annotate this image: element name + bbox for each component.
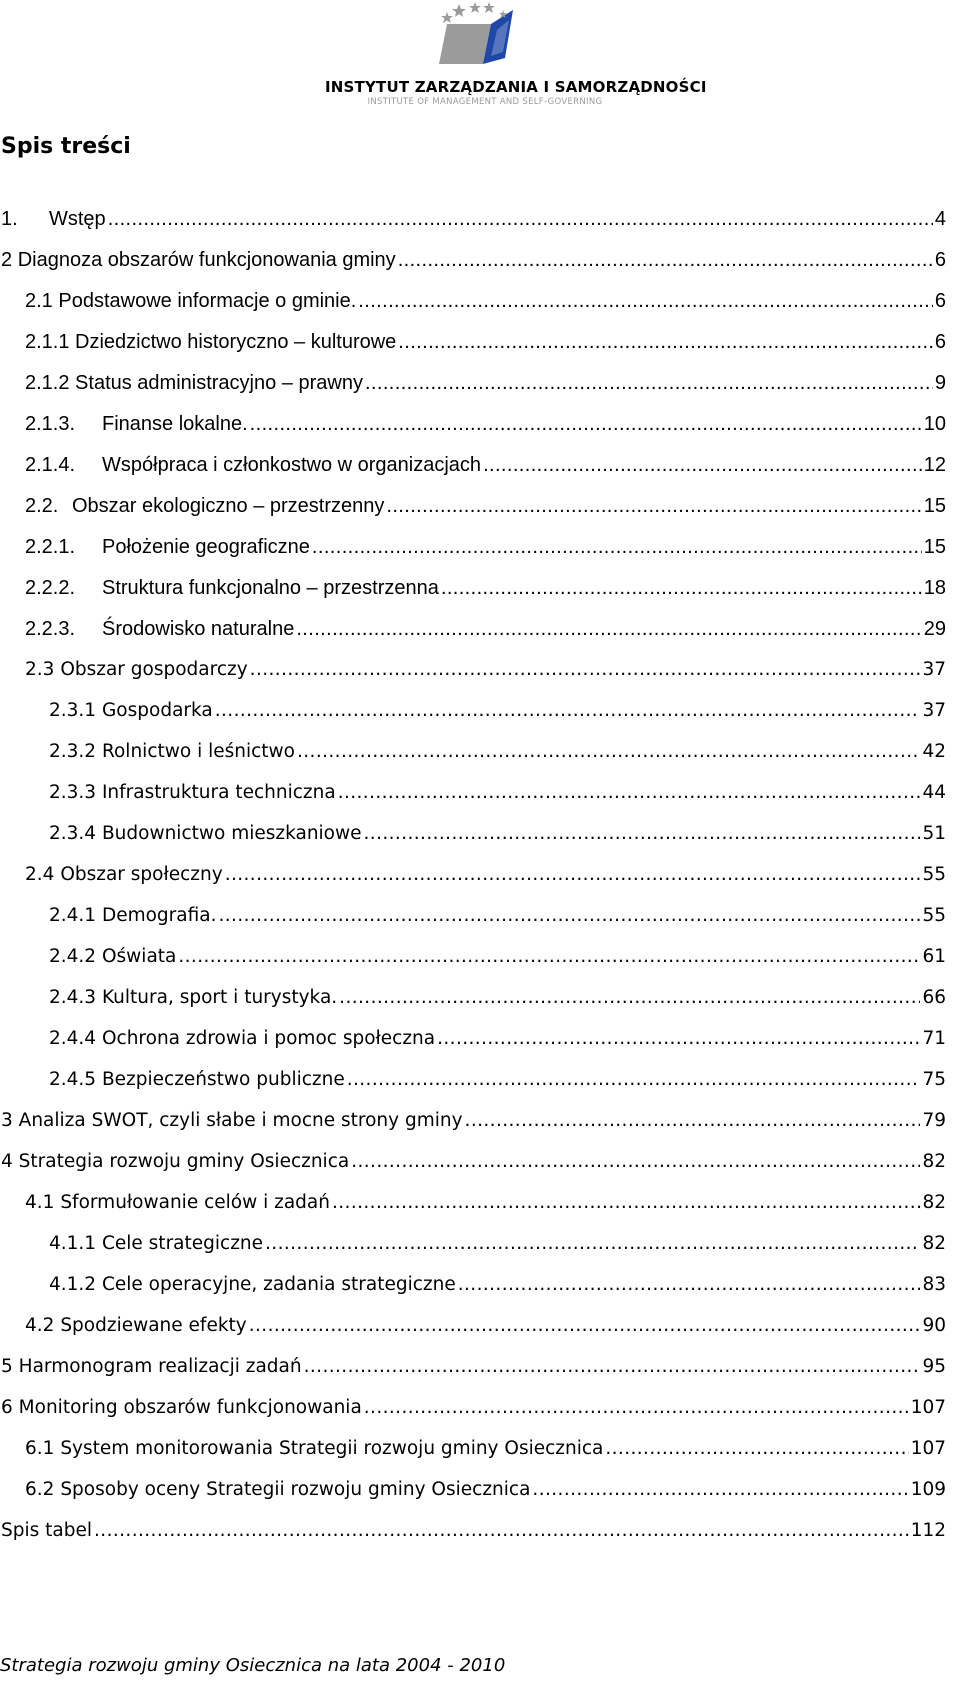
toc-entry-number: 2.1.2 xyxy=(25,372,70,394)
toc-entry-title: Bezpieczeństwo publiczne xyxy=(101,1069,345,1090)
toc-leader-dots xyxy=(178,942,920,972)
toc-entry-page: 109 xyxy=(910,1479,946,1500)
toc-entry-number: 2.2.1. xyxy=(25,536,76,558)
toc-entry[interactable] xyxy=(0,204,946,245)
toc-entry[interactable] xyxy=(0,1311,946,1352)
toc-leader-dots xyxy=(605,1434,908,1464)
toc-entry-number: 2.2. xyxy=(25,495,59,517)
toc-entry[interactable] xyxy=(0,1065,946,1106)
toc-entry-page: 12 xyxy=(923,454,946,476)
toc-entry[interactable] xyxy=(0,1147,946,1188)
toc-leader-dots xyxy=(398,327,933,357)
toc-entry-title: Rolnictwo i leśnictwo xyxy=(101,741,295,762)
toc-leader-dots xyxy=(225,860,921,890)
toc-leader-dots xyxy=(312,532,922,562)
toc-leader-dots xyxy=(398,245,933,275)
toc-entry-title: Status administracyjno – prawny xyxy=(75,372,363,394)
toc-entry[interactable] xyxy=(0,1229,946,1270)
toc-entry-page: 6 xyxy=(934,249,946,271)
toc-leader-dots xyxy=(94,1516,909,1546)
toc-entry-title: Infrastruktura techniczna xyxy=(101,782,336,803)
toc-entry-number: 6.1 xyxy=(25,1438,55,1459)
toc-entry-title: Gospodarka xyxy=(101,700,213,721)
toc-leader-dots xyxy=(437,1024,920,1054)
toc-entry-title: Demografia. xyxy=(101,905,217,926)
toc-leader-dots xyxy=(338,778,921,808)
toc-entry[interactable] xyxy=(0,860,946,901)
toc-leader-dots xyxy=(386,491,921,521)
toc-entry-page: 55 xyxy=(922,864,946,885)
toc-leader-dots xyxy=(532,1475,908,1505)
toc-entry-page: 71 xyxy=(922,1028,946,1049)
toc-entry[interactable] xyxy=(0,983,946,1024)
toc-entry-number: 4.2 xyxy=(25,1315,55,1336)
toc-entry-number: 2.3.2 xyxy=(49,741,97,762)
toc-entry[interactable] xyxy=(0,450,946,491)
toc-entry-number: 4.1.1 xyxy=(49,1233,97,1254)
toc-entry-number: 2.3.1 xyxy=(49,700,97,721)
toc-entry[interactable] xyxy=(0,1352,946,1393)
toc-entry-title: Spis tabel xyxy=(1,1520,93,1541)
toc-entry[interactable] xyxy=(0,819,946,860)
toc-entry[interactable] xyxy=(0,573,946,614)
toc-entry[interactable] xyxy=(0,1393,946,1434)
toc-leader-dots xyxy=(441,573,922,603)
toc-leader-dots xyxy=(465,1106,921,1136)
toc-entry-title: System monitorowania Strategii rozwoju gminy Osiecznica xyxy=(60,1438,604,1459)
toc-entry-page: 66 xyxy=(922,987,946,1008)
toc-entry-number: 2.3.3 xyxy=(49,782,97,803)
toc-entry-page: 61 xyxy=(922,946,946,967)
toc-entry-page: 83 xyxy=(922,1274,946,1295)
book-stars-emblem-icon xyxy=(425,0,545,78)
toc-entry[interactable] xyxy=(0,942,946,983)
toc-entry-page: 82 xyxy=(922,1192,946,1213)
toc-entry-number: 3 xyxy=(1,1110,13,1131)
toc-title: Spis treści xyxy=(1,134,131,159)
toc-entry-number: 6 xyxy=(1,1397,13,1418)
toc-entry-number: 2.4.2 xyxy=(49,946,97,967)
toc-entry[interactable] xyxy=(0,368,946,409)
toc-leader-dots xyxy=(364,1393,909,1423)
toc-entry[interactable] xyxy=(0,1475,946,1516)
toc-entry[interactable] xyxy=(0,1024,946,1065)
toc-entry-title: Ochrona zdrowia i pomoc społeczna xyxy=(101,1028,436,1049)
toc-entry-title: Cele strategiczne xyxy=(101,1233,264,1254)
toc-entry-title: Cele operacyjne, zadania strategiczne xyxy=(101,1274,456,1295)
toc-entry[interactable] xyxy=(0,1270,946,1311)
toc-entry-page: 44 xyxy=(922,782,946,803)
toc-entry[interactable] xyxy=(0,286,946,327)
toc-entry-page: 15 xyxy=(923,536,946,558)
toc-entry-title: Harmonogram realizacji zadań xyxy=(18,1356,302,1377)
toc-entry-title: Współpraca i członkostwo w organizacjach xyxy=(102,454,482,476)
toc-entry[interactable] xyxy=(0,901,946,942)
toc-entry-page: 90 xyxy=(922,1315,946,1336)
toc-entry[interactable] xyxy=(0,778,946,819)
toc-leader-dots xyxy=(297,737,920,767)
table-of-contents xyxy=(0,204,946,1557)
toc-entry-page: 112 xyxy=(910,1520,946,1541)
toc-entry-title: Obszar gospodarczy xyxy=(60,659,248,680)
toc-leader-dots xyxy=(296,614,921,644)
toc-entry-number: 6.2 xyxy=(25,1479,55,1500)
toc-entry-title: Diagnoza obszarów funkcjonowania gminy xyxy=(17,249,396,271)
toc-entry[interactable] xyxy=(0,245,946,286)
toc-entry-number: 2.3 xyxy=(25,659,55,680)
page-footer: Strategia rozwoju gminy Osiecznica na lata 2004 - 2010 xyxy=(0,1655,506,1676)
toc-entry[interactable] xyxy=(0,655,946,696)
logo-subtitle: INSTITUTE OF MANAGEMENT AND SELF-GOVERNING xyxy=(367,97,603,107)
toc-entry-title: Obszar społeczny xyxy=(60,864,223,885)
toc-entry-number: 2.1.1 xyxy=(25,331,70,353)
logo-name: INSTYTUT ZARZĄDZANIA I SAMORZĄDNOŚCI xyxy=(325,78,707,96)
toc-entry-number: 2.1 xyxy=(25,290,53,312)
toc-entry-page: 51 xyxy=(922,823,946,844)
toc-entry[interactable] xyxy=(0,1188,946,1229)
toc-entry-number: 2.4.3 xyxy=(49,987,97,1008)
toc-entry-number: 2.1.3. xyxy=(25,413,76,435)
toc-leader-dots xyxy=(249,1311,921,1341)
toc-entry-title: Struktura funkcjonalno – przestrzenna xyxy=(102,577,439,599)
toc-entry-title: Strategia rozwoju gminy Osiecznica xyxy=(18,1151,350,1172)
toc-leader-dots xyxy=(358,286,933,316)
toc-entry-number: 5 xyxy=(1,1356,13,1377)
toc-entry-page: 82 xyxy=(922,1151,946,1172)
toc-entry-title: Sposoby oceny Strategii rozwoju gminy Osiecznica xyxy=(60,1479,531,1500)
toc-leader-dots xyxy=(339,983,920,1013)
toc-entry-page: 75 xyxy=(922,1069,946,1090)
toc-entry-title: Wstęp xyxy=(49,208,106,230)
toc-entry-page: 29 xyxy=(923,618,946,640)
toc-entry-number: 4 xyxy=(1,1151,13,1172)
toc-entry-title: Podstawowe informacje o gminie. xyxy=(58,290,357,312)
toc-entry-page: 37 xyxy=(922,700,946,721)
toc-entry[interactable] xyxy=(0,1106,946,1147)
toc-entry-number: 2.4 xyxy=(25,864,55,885)
toc-entry[interactable] xyxy=(0,737,946,778)
toc-entry-number: 2.4.1 xyxy=(49,905,97,926)
toc-leader-dots xyxy=(265,1229,920,1259)
toc-entry-number: 4.1 xyxy=(25,1192,55,1213)
toc-entry-page: 79 xyxy=(922,1110,946,1131)
toc-entry-number: 4.1.2 xyxy=(49,1274,97,1295)
institute-logo xyxy=(325,0,707,112)
toc-entry[interactable] xyxy=(0,327,946,368)
toc-entry-page: 10 xyxy=(923,413,946,435)
toc-entry-title: Budownictwo mieszkaniowe xyxy=(101,823,362,844)
toc-entry[interactable] xyxy=(0,409,946,450)
toc-entry-number: 2.2.3. xyxy=(25,618,76,640)
toc-leader-dots xyxy=(304,1352,921,1382)
toc-entry[interactable] xyxy=(0,1516,946,1557)
toc-entry-number: 2.3.4 xyxy=(49,823,97,844)
toc-entry-title: Kultura, sport i turystyka. xyxy=(101,987,338,1008)
toc-entry-title: Monitoring obszarów funkcjonowania xyxy=(18,1397,362,1418)
toc-entry[interactable] xyxy=(0,491,946,532)
toc-entry-title: Sformułowanie celów i zadań xyxy=(60,1192,330,1213)
toc-entry-title: Finanse lokalne. xyxy=(102,413,248,435)
toc-leader-dots xyxy=(250,655,921,685)
toc-entry-page: 107 xyxy=(910,1397,946,1418)
toc-entry-title: Dziedzictwo historyczno – kulturowe xyxy=(75,331,397,353)
toc-entry-page: 4 xyxy=(934,208,946,230)
toc-entry-title: Analiza SWOT, czyli słabe i mocne strony gminy xyxy=(18,1110,463,1131)
toc-entry[interactable] xyxy=(0,614,946,655)
toc-entry-page: 15 xyxy=(923,495,946,517)
toc-entry-title: Spodziewane efekty xyxy=(60,1315,247,1336)
toc-leader-dots xyxy=(108,204,933,234)
toc-entry[interactable] xyxy=(0,1434,946,1475)
toc-entry-page: 107 xyxy=(910,1438,946,1459)
toc-entry[interactable] xyxy=(0,532,946,573)
toc-entry-title: Środowisko naturalne xyxy=(102,618,295,640)
toc-leader-dots xyxy=(250,409,922,439)
toc-entry-title: Obszar ekologiczno – przestrzenny xyxy=(72,495,385,517)
toc-entry-page: 95 xyxy=(922,1356,946,1377)
toc-entry-title: Położenie geograficzne xyxy=(102,536,310,558)
toc-entry-title: Oświata xyxy=(101,946,177,967)
toc-leader-dots xyxy=(347,1065,921,1095)
toc-entry-page: 6 xyxy=(934,290,946,312)
toc-entry-number: 2.4.5 xyxy=(49,1069,97,1090)
toc-leader-dots xyxy=(458,1270,921,1300)
toc-entry-page: 9 xyxy=(934,372,946,394)
toc-entry-number: 2 xyxy=(1,249,13,271)
toc-leader-dots xyxy=(364,819,921,849)
toc-leader-dots xyxy=(365,368,933,398)
toc-entry-number: 2.1.4. xyxy=(25,454,76,476)
toc-leader-dots xyxy=(351,1147,920,1177)
toc-entry-page: 42 xyxy=(922,741,946,762)
toc-entry-page: 18 xyxy=(923,577,946,599)
toc-entry-number: 2.2.2. xyxy=(25,577,76,599)
toc-entry-page: 6 xyxy=(934,331,946,353)
toc-leader-dots xyxy=(215,696,921,726)
toc-entry-page: 55 xyxy=(922,905,946,926)
toc-entry-page: 82 xyxy=(922,1233,946,1254)
toc-entry[interactable] xyxy=(0,696,946,737)
toc-entry-number: 1. xyxy=(1,208,18,230)
toc-leader-dots xyxy=(219,901,921,931)
toc-leader-dots xyxy=(332,1188,920,1218)
toc-entry-page: 37 xyxy=(922,659,946,680)
toc-entry-number: 2.4.4 xyxy=(49,1028,97,1049)
toc-leader-dots xyxy=(483,450,922,480)
